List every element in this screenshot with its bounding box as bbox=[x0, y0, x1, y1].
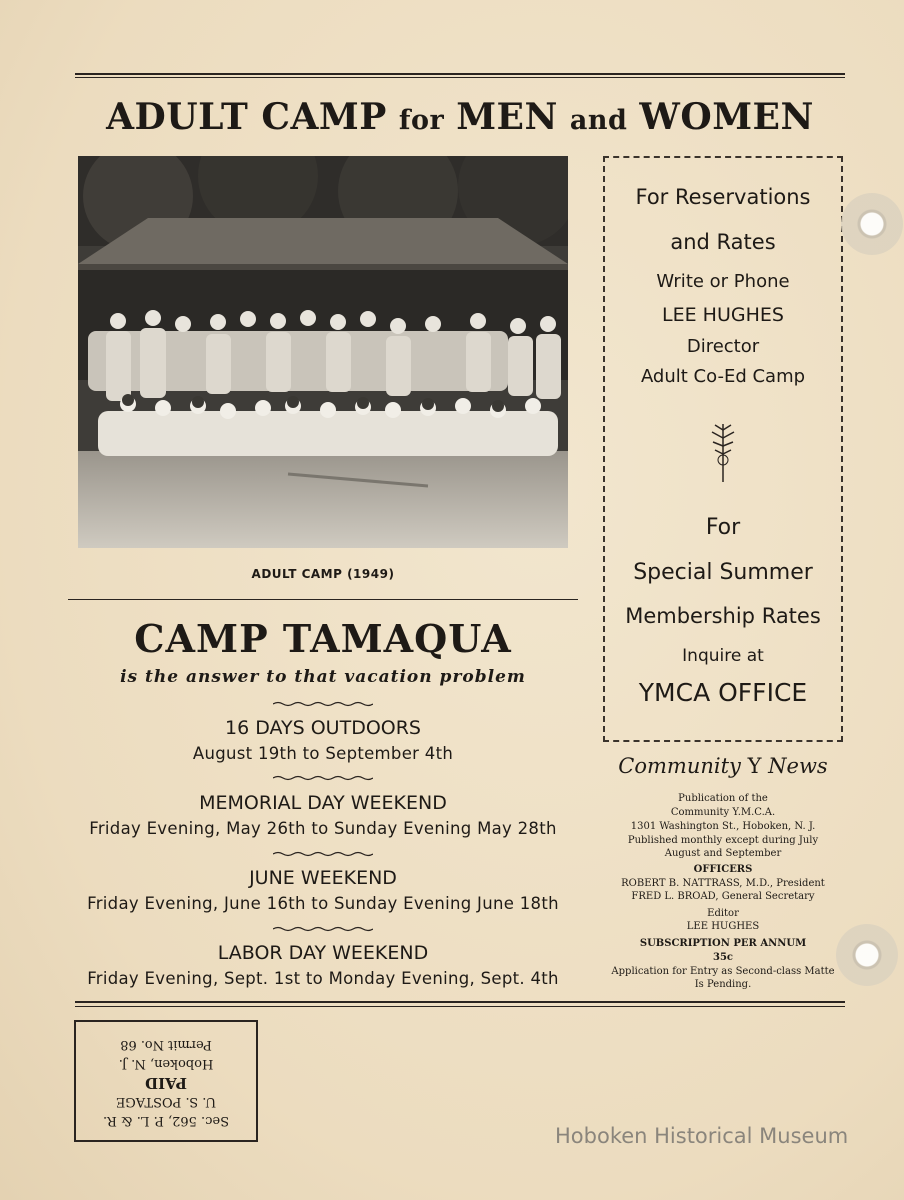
bottom-rule bbox=[75, 1001, 845, 1003]
watermark: Hoboken Historical Museum bbox=[555, 1124, 849, 1148]
permit-line: Hoboken, N. J. bbox=[118, 1056, 214, 1071]
reservations-line: Adult Co-Ed Camp bbox=[640, 366, 806, 387]
wave-divider bbox=[273, 775, 373, 781]
publication-line: Editor bbox=[707, 908, 739, 919]
section-rule bbox=[68, 599, 578, 600]
publication-officers-heading: OFFICERS bbox=[693, 864, 753, 875]
publication-name bbox=[600, 754, 846, 778]
event-dates: Friday Evening, June 16th to Sunday Evening June 18th bbox=[87, 894, 559, 913]
reservations-line: Inquire at bbox=[682, 646, 764, 666]
top-rule bbox=[75, 73, 845, 75]
publication-line: Publication of the bbox=[678, 793, 768, 804]
reservations-line: Special Summer bbox=[633, 560, 813, 585]
photo-caption: ADULT CAMP (1949) bbox=[251, 567, 395, 581]
event-heading: MEMORIAL DAY WEEKEND bbox=[199, 792, 447, 814]
publication-line: SUBSCRIPTION PER ANNUM bbox=[639, 938, 807, 949]
publication-line: August and September bbox=[664, 848, 782, 859]
reservations-contact: LEE HUGHES bbox=[662, 304, 784, 326]
title-women: WOMEN bbox=[639, 96, 814, 138]
reservations-line: Membership Rates bbox=[625, 604, 821, 628]
publication-line: FRED L. BROAD, General Secretary bbox=[631, 891, 815, 902]
event-heading: JUNE WEEKEND bbox=[249, 867, 397, 889]
camp-tagline: is the answer to that vacation problem bbox=[120, 667, 526, 687]
reservations-line: Write or Phone bbox=[656, 271, 790, 292]
title-for: for bbox=[398, 105, 445, 136]
bottom-rule-thin bbox=[75, 1006, 845, 1007]
wave-divider bbox=[273, 851, 373, 857]
reservations-office: YMCA OFFICE bbox=[638, 678, 808, 707]
binder-hole bbox=[841, 193, 903, 255]
binder-hole bbox=[836, 924, 898, 986]
wave-divider bbox=[273, 701, 373, 707]
publication-line: LEE HUGHES bbox=[686, 921, 760, 932]
postage-permit bbox=[74, 1020, 258, 1142]
camp-name: CAMP TAMAQUA bbox=[134, 616, 512, 661]
event-dates: Friday Evening, May 26th to Sunday Evening May 28th bbox=[89, 819, 557, 838]
publication-name-part: Community bbox=[618, 754, 741, 778]
sprig-ornament-icon bbox=[705, 420, 741, 486]
reservations-line: For bbox=[705, 515, 741, 540]
reservations-line: For Reservations bbox=[635, 185, 811, 209]
permit-line: U. S. POSTAGE bbox=[115, 1094, 217, 1109]
group-photo-image bbox=[78, 156, 568, 548]
publication-line: Published monthly except during July bbox=[627, 835, 819, 846]
title-and: and bbox=[569, 105, 628, 136]
top-rule-thin bbox=[75, 77, 845, 78]
event-dates: August 19th to September 4th bbox=[192, 744, 454, 763]
permit-paid: PAID bbox=[145, 1074, 187, 1092]
permit-line: Permit No. 68 bbox=[120, 1037, 212, 1052]
reservations-line: and Rates bbox=[670, 230, 776, 254]
publication-line: ROBERT B. NATTRASS, M.D., President bbox=[621, 878, 825, 889]
permit-line: Sec. 562, P. L. & R. bbox=[102, 1113, 230, 1128]
publication-line: Community Y.M.C.A. bbox=[670, 807, 776, 818]
publication-name-part: News bbox=[768, 754, 828, 778]
group-photo bbox=[78, 156, 568, 548]
title-men: MEN bbox=[456, 96, 558, 138]
event-heading: 16 DAYS OUTDOORS bbox=[224, 717, 421, 739]
publication-line: 1301 Washington St., Hoboken, N. J. bbox=[630, 821, 816, 832]
title-adult-camp: ADULT CAMP bbox=[106, 96, 387, 138]
publication-line: Is Pending. bbox=[694, 979, 752, 990]
publication-name-part: Y bbox=[747, 754, 762, 778]
subscription-price: 35c bbox=[712, 952, 733, 963]
reservations-line: Director bbox=[686, 336, 760, 357]
publication-line: Application for Entry as Second-class Matte bbox=[611, 966, 835, 977]
event-dates: Friday Evening, Sept. 1st to Monday Evening, Sept. 4th bbox=[87, 969, 559, 988]
page-title bbox=[75, 96, 845, 138]
event-heading: LABOR DAY WEEKEND bbox=[217, 942, 429, 964]
wave-divider bbox=[273, 926, 373, 932]
